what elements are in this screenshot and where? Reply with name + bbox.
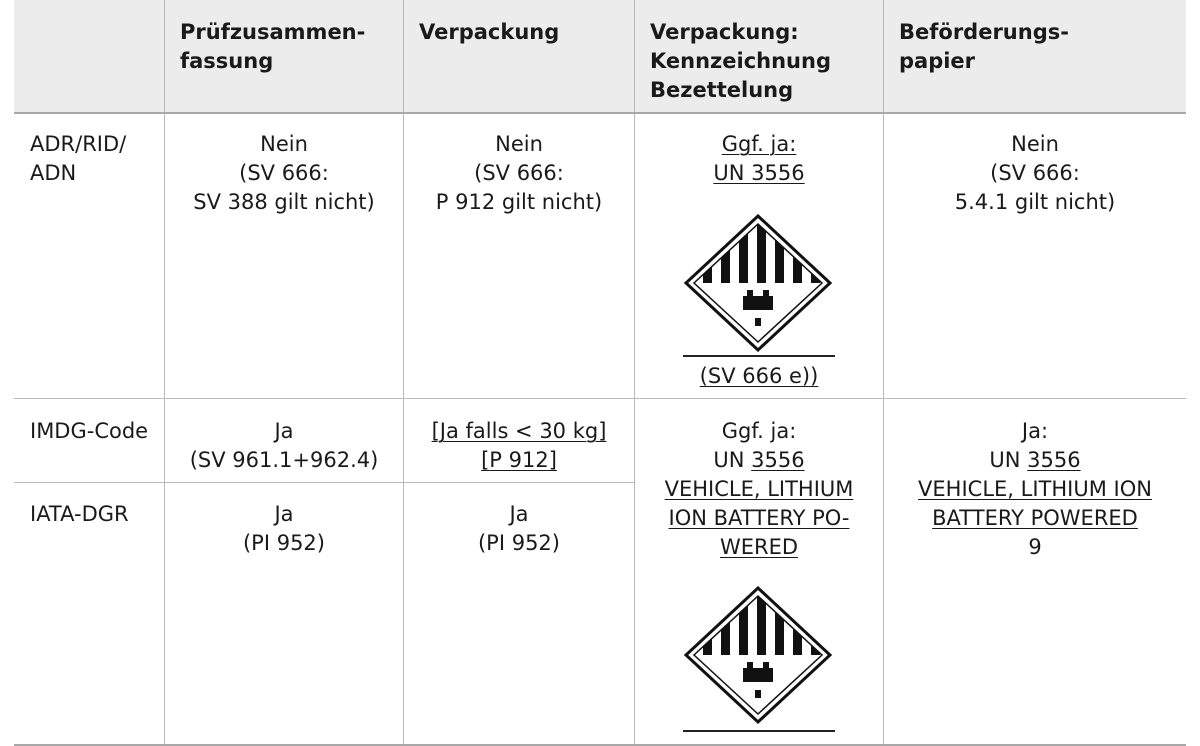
row-divider: [14, 398, 1186, 399]
imdg-pruef-cell: Ja (SV 961.1+962.4): [189, 419, 379, 472]
row-label-adr: ADR/RID/ ADN: [30, 132, 127, 185]
row-label-iata: IATA-DGR: [30, 502, 129, 526]
adr-befoerd-cell: Nein (SV 666: 5.4.1 gilt nicht): [954, 132, 1116, 214]
header-pruefzusammenfassung: Prüfzusammen- fassung: [180, 20, 366, 73]
class-9-hazard-label-icon: [683, 214, 833, 352]
iata-pruef-cell: Ja (PI 952): [242, 502, 325, 555]
header-befoerderungspapier: Beförderungs- papier: [899, 20, 1069, 73]
adr-verp-cell: Nein (SV 666: P 912 gilt nicht): [435, 132, 603, 214]
sea-air-kenn-cell: Ggf. ja: UN 3556 VEHICLE, LITHIUM ION BATTERY PO- WERED: [664, 419, 854, 559]
imdg-verp-cell: [Ja falls < 30 kg] [P 912]: [431, 419, 607, 472]
row-label-imdg: IMDG-Code: [30, 419, 149, 443]
header-kennzeichnung: Verpackung: Kennzeichnung Bezettelung: [650, 20, 831, 102]
adr-kenn-cell: Ggf. ja: UN 3556: [713, 132, 805, 185]
sea-air-befoerd-cell: Ja: UN 3556 VEHICLE, LITHIUM ION BATTERY POWERED 9: [918, 419, 1152, 559]
label-separator-line: [683, 730, 835, 732]
iata-verp-cell: Ja (PI 952): [477, 502, 560, 555]
label-separator-line: [683, 355, 835, 357]
header-verpackung: Verpackung: [419, 20, 560, 44]
row-divider: [14, 482, 634, 483]
class-9-hazard-label-icon: [683, 586, 833, 724]
adr-kenn-note: (SV 666 e)): [699, 364, 819, 388]
adr-pruef-cell: Nein (SV 666: SV 388 gilt nicht): [193, 132, 375, 214]
header-divider: [14, 112, 1186, 114]
dangerous-goods-table: [14, 0, 1186, 746]
